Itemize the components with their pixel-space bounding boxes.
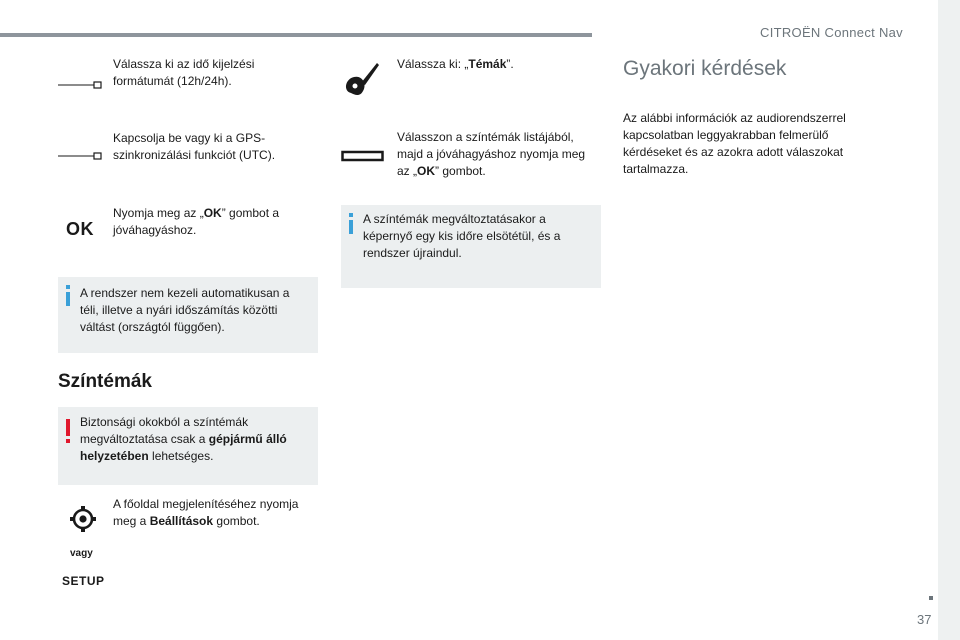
- palette-icon: [341, 55, 383, 103]
- info-text-dst: A rendszer nem kezeli automatikusan a téli, illetve a nyári időszámítás közötti váltást (országtól függően).: [80, 286, 290, 334]
- info-text-restart: A színtémák megváltoztatásakor a képernyő egy kis időre elsötétül, és a rendszer újraindul.: [363, 212, 561, 260]
- page-number: 37: [917, 612, 932, 627]
- step-gps-sync: Kapcsolja be vagy ki a GPS-szinkronizálási funkciót (UTC).: [113, 131, 276, 162]
- step-select-themes: Válassza ki: „Témák”.: [397, 57, 514, 71]
- list-bar-icon: [341, 150, 385, 162]
- section-title-themes: Színtémák: [58, 371, 152, 392]
- slider-bar-icon: [58, 78, 102, 90]
- info-icon: [349, 220, 353, 234]
- step-open-settings: A főoldal megjelenítéséhez nyomja meg a Beállítások gombot.: [113, 497, 299, 528]
- header-bar: [0, 33, 592, 37]
- gear-icon: [69, 505, 97, 533]
- page-marker: [929, 596, 933, 600]
- step-choose-theme: Válasszon a színtémák listájából, majd a jóváhagyáshoz nyomja meg az „OK” gombot.: [397, 130, 586, 178]
- ok-button-icon: OK: [66, 219, 94, 239]
- warning-icon: [66, 419, 70, 436]
- warning-box: [58, 407, 318, 485]
- step-confirm-ok: Nyomja meg az „OK” gombot a jóváhagyáshoz.: [113, 206, 280, 237]
- brand-label: CITROËN Connect Nav: [760, 25, 903, 40]
- or-label: vagy: [70, 548, 93, 559]
- page-edge-strip: [938, 0, 960, 640]
- warning-text: Biztonsági okokból a színtémák megváltoztatása csak a gépjármű álló helyzetében lehetséges.: [80, 415, 287, 463]
- faq-title: Gyakori kérdések: [623, 57, 787, 80]
- step-time-format: Válassza ki az idő kijelzési formátumát (12h/24h).: [113, 57, 255, 88]
- slider-bar-icon: [58, 149, 102, 161]
- info-box-dst: [58, 277, 318, 353]
- setup-button-label: SETUP: [62, 574, 105, 588]
- info-icon: [66, 292, 70, 306]
- info-box-restart: [341, 205, 601, 288]
- faq-intro: Az alábbi információk az audiorendszerrel kapcsolatban leggyakrabban felmerülő kérdéseket és az azokra adott válaszokat tartalmazza.: [623, 111, 846, 176]
